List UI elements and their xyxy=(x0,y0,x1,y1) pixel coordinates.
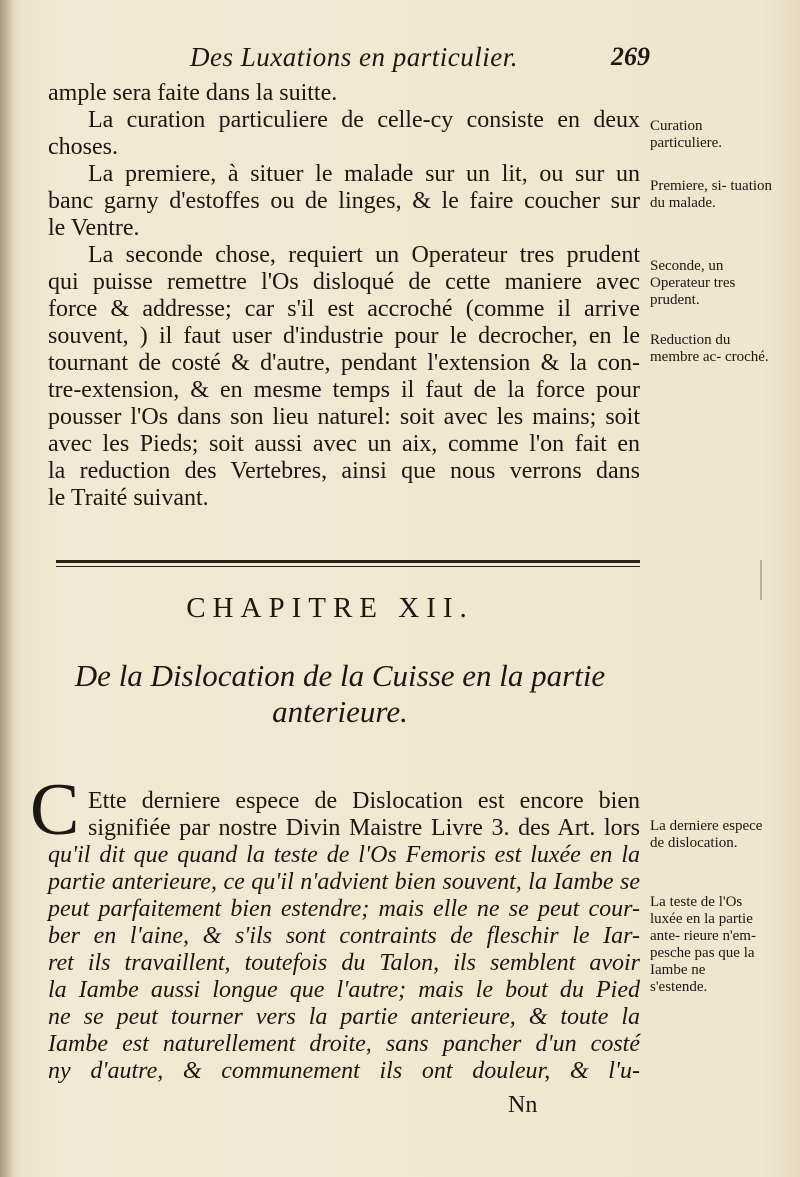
section-rule-thin xyxy=(56,566,640,567)
edge-mark xyxy=(760,560,762,600)
text-line: qui puisse remettre l'Os disloqué de cette maniere avec xyxy=(48,269,640,295)
text-line: le Ventre. xyxy=(48,215,140,241)
text-line: force & addresse; car s'il est accroché (comme il arrive xyxy=(48,296,640,322)
drop-cap: C xyxy=(30,769,80,851)
text-line: la Iambe aussi longue que l'autre; mais le bout du Pied xyxy=(48,977,640,1003)
text-line: souvent, ) il faut user d'industrie pour le decrocher, en le xyxy=(48,323,640,349)
top-paragraphs xyxy=(48,80,640,512)
margin-note: Reduction du membre ac- croché. xyxy=(650,332,769,365)
text-line: la reduction des Vertebres, ainsi que nous verrons dans xyxy=(48,458,640,484)
text-line: ny d'autre, & communement ils ont douleur, & l'u- xyxy=(48,1058,640,1084)
text-line: tre-extension, & en mesme temps il faut de la force pour xyxy=(48,377,640,403)
text-line: ret ils travaillent, toutefois du Talon, ils semblent avoir xyxy=(48,950,640,976)
text-line: tournant de costé & d'autre, pendant l'extension & la con- xyxy=(48,350,640,376)
text-line: Ette derniere espece de Dislocation est encore bien xyxy=(88,788,640,814)
chapter-title-line: De la Dislocation de la Cuisse en la partie xyxy=(74,658,606,693)
text-line: La premiere, à situer le malade sur un lit, ou sur un xyxy=(88,161,640,187)
text-line: signifiée par nostre Divin Maistre Livre 3. des Art. lors xyxy=(88,815,640,841)
text-line: ne se peut tourner vers la partie anterieure, & toute la xyxy=(48,1004,640,1030)
text-line: le Traité suivant. xyxy=(48,485,209,511)
margin-note: Premiere, si- tuation du malade. xyxy=(650,178,773,211)
bottom-paragraph xyxy=(48,788,640,1085)
margin-note: La teste de l'Os luxée en la partie ante- rieure n'em- pesche pas que la Iambe ne s'estende. xyxy=(650,894,756,995)
gutter-shadow xyxy=(0,0,14,1177)
text-line: peut parfaitement bien estendre; mais elle ne se peut cour- xyxy=(48,896,640,922)
section-rule xyxy=(56,560,640,563)
chapter-heading: CHAPITRE XII. xyxy=(186,592,474,624)
text-line: banc garny d'estoffes ou de linges, & le faire coucher sur xyxy=(48,188,640,214)
page-number: 269 xyxy=(611,42,650,71)
text-line: ber en l'aine, & s'ils sont contraints de fleschir le Iar- xyxy=(48,923,640,949)
running-title: Des Luxations en particulier. xyxy=(190,42,518,72)
text-line: La curation particuliere de celle-cy consiste en deux xyxy=(88,107,640,133)
text-line: avec les Pieds; soit aussi avec un aix, comme l'on fait en xyxy=(48,431,640,457)
margin-note: La derniere espece de dislocation. xyxy=(650,818,763,851)
margin-note: Seconde, un Operateur tres prudent. xyxy=(650,258,736,308)
text-line: ample sera faite dans la suitte. xyxy=(48,80,338,106)
text-line: pousser l'Os dans son lieu naturel: soit avec les mains; soit xyxy=(48,404,640,430)
catchword: Nn xyxy=(508,1092,538,1118)
text-line: Iambe est naturellement droite, sans pancher d'un costé xyxy=(48,1031,640,1057)
text-line: qu'il dit que quand la teste de l'Os Femoris est luxée en la xyxy=(48,842,640,868)
chapter-title-line: anterieure. xyxy=(272,694,408,729)
text-line: partie anterieure, ce qu'il n'advient bien souvent, la Iambe se xyxy=(48,869,640,895)
running-head xyxy=(190,42,650,82)
text-line: La seconde chose, requiert un Operateur tres prudent xyxy=(88,242,640,268)
margin-note: Curation particuliere. xyxy=(650,118,723,151)
text-line: choses. xyxy=(48,134,118,160)
chapter-title xyxy=(30,658,650,730)
